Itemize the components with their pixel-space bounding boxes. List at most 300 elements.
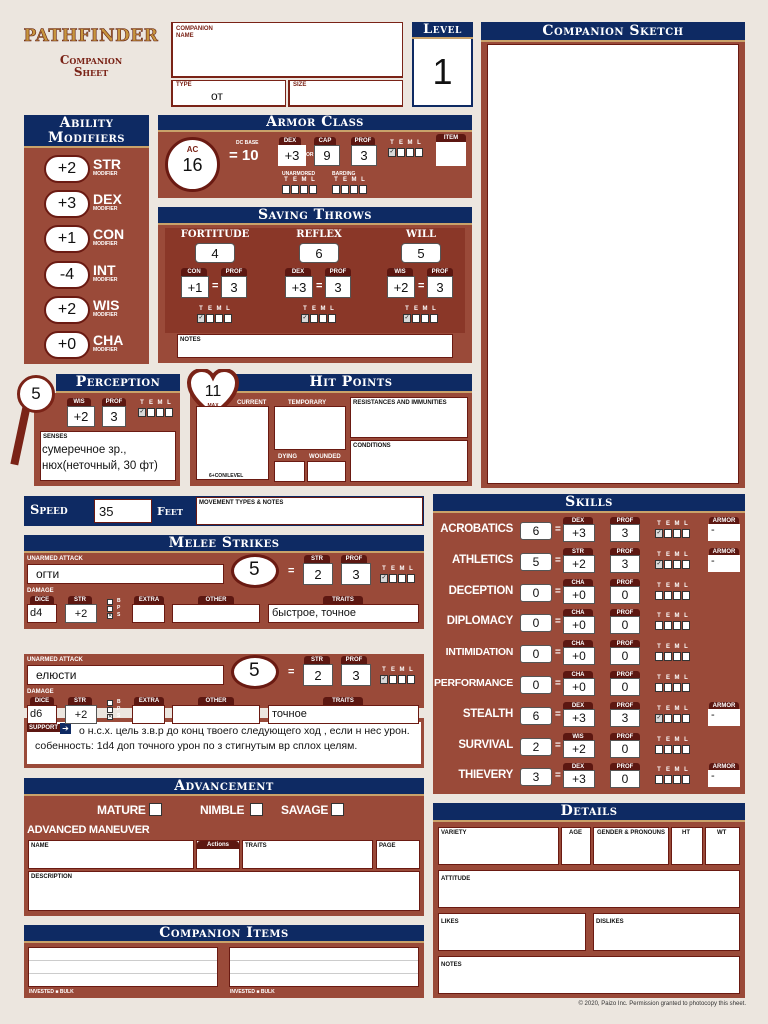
resistances-field[interactable] [350, 397, 468, 438]
logo-subtitle-1: Companion [59, 53, 123, 67]
perc-wis-value[interactable] [67, 406, 95, 427]
ability-mod-value: -4 [59, 265, 75, 283]
save-total-will[interactable] [401, 243, 441, 263]
ability-mod-cha[interactable] [44, 331, 90, 359]
teml-letter-l: L [684, 582, 688, 589]
skill-mod-performance[interactable] [563, 678, 595, 696]
proficiency-checkbox[interactable] [682, 745, 690, 754]
skill-mod-stealth[interactable] [563, 709, 595, 727]
proficiency-checkbox[interactable] [673, 775, 681, 784]
ac-shield [165, 137, 220, 192]
proficiency-checkbox[interactable] [165, 408, 173, 417]
skill-prof-thievery[interactable] [610, 770, 640, 788]
strike-name-field-1[interactable] [27, 665, 224, 685]
logo-brand: PATHFINDER [23, 26, 159, 46]
hp-wounded-field[interactable] [307, 454, 346, 482]
save-teml-will [403, 306, 438, 323]
save-total-fort[interactable] [195, 243, 235, 263]
ac-cap-value[interactable] [314, 145, 340, 166]
proficiency-checkbox[interactable] [664, 529, 672, 538]
likes-field[interactable] [438, 913, 586, 951]
teml-letter-l: L [684, 613, 688, 620]
strike-teml-1-letters [380, 667, 415, 674]
proficiency-checkbox[interactable] [389, 675, 397, 684]
perc-prof-text: 3 [110, 409, 118, 424]
proficiency-checkbox[interactable]: ✓ [656, 714, 662, 721]
dice-tag-0: DICE [30, 596, 54, 604]
skill-mod-survival[interactable] [563, 740, 595, 758]
senses-field[interactable] [40, 431, 176, 481]
saves-notes-field[interactable] [177, 334, 453, 358]
proficiency-checkbox[interactable]: ✓ [381, 676, 387, 682]
skill-teml-thievery-boxes [655, 775, 690, 784]
save-abil-fort[interactable] [181, 276, 209, 298]
dice-field-1[interactable] [27, 705, 57, 724]
extra-field-0[interactable] [132, 604, 165, 623]
proficiency-checkbox[interactable] [673, 621, 681, 630]
size-field[interactable] [288, 80, 403, 107]
ht-label: HT [682, 830, 690, 836]
proficiency-checkbox[interactable]: ✓ [198, 315, 204, 321]
teml-letter-l: L [684, 675, 688, 681]
proficiency-checkbox[interactable] [664, 560, 672, 569]
skill-armor-text: - [711, 554, 715, 567]
savage-checkbox[interactable] [331, 803, 344, 816]
save-teml-reflex-boxes [301, 314, 336, 323]
proficiency-checkbox[interactable] [655, 591, 663, 600]
ability-name-int [93, 263, 117, 283]
dislikes-field[interactable] [593, 913, 740, 951]
skill-abil-tag: DEX [563, 763, 593, 771]
mature-checkbox[interactable] [149, 803, 162, 816]
proficiency-checkbox[interactable] [407, 675, 415, 684]
maneuver-actions-field[interactable] [196, 840, 240, 869]
damage-type-b-checkbox[interactable] [107, 700, 113, 706]
support-line-1: о н.с.х. цель з.в.р до конц твоего следующего ход , если н нес урон. [79, 725, 410, 737]
teml-letter-t: T [657, 551, 661, 558]
proficiency-checkbox[interactable] [215, 314, 223, 323]
ability-mod-wis[interactable] [44, 296, 90, 324]
save-name-will: WILL [406, 229, 436, 240]
support-label [27, 724, 60, 732]
proficiency-checkbox[interactable] [682, 621, 690, 630]
skill-prof-deception[interactable] [610, 586, 640, 604]
proficiency-checkbox[interactable] [206, 314, 214, 323]
unarmed-label-0: UNARMED ATTACK [27, 556, 83, 562]
nimble-checkbox[interactable] [250, 803, 263, 816]
teml-letter-m: M [674, 521, 680, 527]
proficiency-checkbox[interactable] [682, 714, 690, 723]
proficiency-checkbox[interactable]: ✓ [404, 315, 410, 321]
proficiency-checkbox[interactable] [406, 148, 414, 157]
proficiency-checkbox[interactable] [673, 714, 681, 723]
ac-dex-text: +3 [284, 148, 300, 163]
proficiency-checkbox[interactable] [664, 683, 672, 692]
proficiency-checkbox[interactable] [655, 652, 663, 661]
proficiency-checkbox[interactable] [673, 560, 681, 569]
ability-mod-str[interactable] [44, 155, 90, 183]
save-prof-fort[interactable] [221, 276, 247, 298]
maneuver-description-field[interactable] [28, 871, 420, 911]
sketch-area[interactable] [487, 44, 739, 484]
proficiency-checkbox[interactable] [655, 775, 663, 784]
abilities-title-2: Modifiers [48, 130, 125, 146]
proficiency-checkbox[interactable]: ✓ [381, 575, 387, 581]
skill-prof-intimidation[interactable] [610, 647, 640, 665]
wt-label: WT [717, 830, 727, 836]
skill-teml-deception-boxes [655, 591, 690, 600]
proficiency-checkbox[interactable] [655, 745, 663, 754]
teml-letter-t: T [657, 521, 661, 527]
skill-total-text: 2 [532, 739, 540, 754]
dmg-str-text: +2 [74, 607, 88, 620]
hp-current-field[interactable] [196, 400, 269, 480]
likes-label: LIKES [441, 919, 459, 925]
strike-name: огти [36, 567, 60, 581]
abilities-title-1: Ability [59, 115, 114, 131]
proficiency-checkbox[interactable] [673, 745, 681, 754]
save-prof-will[interactable] [427, 276, 453, 298]
proficiency-checkbox[interactable] [655, 683, 663, 692]
maneuver-label: ADVANCED MANEUVER [27, 824, 150, 836]
dislikes-label: DISLIKES [596, 919, 624, 925]
other-field-0[interactable] [172, 604, 260, 623]
save-abil-reflex[interactable] [285, 276, 313, 298]
teml-letter-m: M [674, 675, 680, 681]
teml-letter-t: T [382, 667, 386, 673]
teml-letter-t: T [140, 400, 144, 406]
traits-field-0[interactable] [268, 604, 419, 623]
skill-armor-field[interactable] [708, 524, 740, 541]
skill-armor-field[interactable] [708, 770, 740, 787]
proficiency-checkbox[interactable] [147, 408, 155, 417]
hp-dying-field[interactable] [274, 454, 305, 482]
skill-mod-acrobatics[interactable] [563, 524, 595, 542]
skill-total-acrobatics[interactable] [520, 522, 552, 540]
ac-dex-tag: DEX [279, 137, 301, 145]
logo-subtitle-2: Sheet [73, 65, 109, 79]
proficiency-checkbox[interactable] [398, 574, 406, 583]
proficiency-checkbox[interactable] [310, 314, 318, 323]
gender-field[interactable] [593, 827, 669, 865]
save-abil-tag-will: WIS [387, 268, 413, 276]
maneuver-page-field[interactable] [376, 840, 420, 869]
proficiency-checkbox[interactable] [350, 185, 358, 194]
ac-dex-value[interactable] [278, 145, 306, 166]
proficiency-checkbox[interactable]: ✓ [656, 530, 662, 536]
skill-total-survival[interactable] [520, 738, 552, 756]
unarmored-teml-letters [282, 177, 317, 184]
ability-mod-value: +2 [57, 160, 77, 177]
proficiency-checkbox[interactable] [291, 185, 299, 194]
save-prof-reflex[interactable] [325, 276, 351, 298]
teml-letter-e: E [665, 767, 670, 774]
ability-mod-con[interactable] [44, 225, 90, 253]
companion-name-field[interactable] [171, 22, 403, 78]
variety-field[interactable] [438, 827, 559, 865]
proficiency-checkbox[interactable] [664, 652, 672, 661]
damage-label-1: DAMAGE [27, 689, 54, 695]
skill-name-deception: DECEPTION [448, 584, 513, 597]
strike-prof-tag-1: PROF [341, 656, 367, 664]
save-prof-tag-will: PROF [427, 268, 453, 276]
skill-total-athletics[interactable] [520, 553, 552, 571]
notes-field[interactable] [438, 956, 740, 994]
skill-armor-tag: ARMOR [709, 702, 739, 710]
skill-prof-performance[interactable] [610, 678, 640, 696]
damage-type-b-checkbox[interactable] [107, 599, 113, 605]
proficiency-checkbox[interactable] [300, 185, 308, 194]
proficiency-checkbox[interactable] [412, 314, 420, 323]
proficiency-checkbox[interactable]: ✓ [302, 315, 308, 321]
proficiency-checkbox[interactable] [407, 574, 415, 583]
proficiency-checkbox[interactable] [341, 185, 349, 194]
ac-prof-value[interactable] [351, 145, 377, 166]
strike-prof-text: 3 [352, 667, 360, 683]
movement-field[interactable] [196, 497, 423, 525]
dmg-str-field-1[interactable] [65, 705, 97, 724]
ac-label: AC [186, 145, 199, 154]
attitude-field[interactable] [438, 870, 740, 908]
maneuver-name-field[interactable] [28, 840, 194, 869]
skill-eq: = [555, 647, 561, 659]
proficiency-checkbox[interactable] [319, 314, 327, 323]
conditions-field[interactable] [350, 440, 468, 482]
ability-modifier-word: MODIFIER [93, 241, 118, 248]
other-field-1[interactable] [172, 705, 260, 724]
other-tag-1: OTHER [198, 697, 234, 705]
level-field[interactable] [412, 39, 473, 107]
details-header: Details [433, 803, 745, 822]
strike-str-0[interactable] [303, 563, 333, 585]
support-field[interactable] [27, 722, 421, 764]
skill-mod-intimidation[interactable] [563, 647, 595, 665]
dc-base-label: DC BASE [236, 140, 259, 146]
teml-letter-e: E [665, 582, 670, 589]
skill-total-thievery[interactable] [520, 768, 552, 786]
skill-armor-field[interactable] [708, 709, 740, 726]
ability-abbr: INT [93, 261, 116, 278]
dmg-str-field-0[interactable] [65, 604, 97, 623]
items-header: Companion Items [24, 925, 424, 943]
maneuver-description-label: DESCRIPTION [31, 874, 73, 880]
skill-mod-thievery[interactable] [563, 770, 595, 788]
save-total-reflex[interactable] [299, 243, 339, 263]
skill-armor-tag: ARMOR [709, 517, 739, 525]
attitude-label: ATTITUDE [441, 876, 471, 882]
perception-lens [17, 375, 55, 413]
skill-teml-deception-letters [655, 583, 690, 590]
teml-letter-e: E [665, 613, 670, 620]
save-eq-fort: = [212, 280, 219, 292]
perc-prof-value[interactable] [102, 406, 126, 427]
strike-prof-0[interactable] [341, 563, 371, 585]
skill-name-intimidation: INTIMIDATION [445, 646, 513, 659]
skill-prof-athletics[interactable] [610, 555, 640, 573]
proficiency-checkbox[interactable] [682, 591, 690, 600]
teml-letter-e: E [398, 140, 403, 146]
skill-teml-stealth-letters [655, 706, 690, 713]
teml-letter-m: M [422, 306, 428, 312]
proficiency-checkbox[interactable] [673, 652, 681, 661]
hp-temp-field[interactable] [274, 400, 346, 450]
extra-field-1[interactable] [132, 705, 165, 724]
strike-str-1[interactable] [303, 664, 333, 686]
proficiency-checkbox[interactable] [673, 683, 681, 692]
proficiency-checkbox[interactable] [415, 148, 423, 157]
proficiency-checkbox[interactable] [309, 185, 317, 194]
barding-teml [332, 177, 367, 194]
skill-teml-performance [655, 675, 690, 692]
proficiency-checkbox[interactable] [655, 621, 663, 630]
proficiency-checkbox[interactable] [398, 675, 406, 684]
ac-cap-tag: CAP [314, 137, 336, 145]
strike-eq-1: = [288, 666, 295, 678]
skill-prof-survival[interactable] [610, 740, 640, 758]
ability-name-wis [93, 298, 119, 318]
ac-base: = 10 [229, 147, 259, 164]
proficiency-checkbox[interactable] [664, 745, 672, 754]
skill-total-diplomacy[interactable] [520, 614, 552, 632]
strike-name: елюсти [36, 668, 77, 682]
teml-letter-m: M [674, 644, 680, 651]
proficiency-checkbox[interactable] [224, 314, 232, 323]
dmg-str-tag-1: STR [68, 697, 92, 705]
traits-tag-0: TRAITS [323, 596, 363, 604]
traits-text: точное [272, 708, 307, 720]
speed-value-field[interactable] [94, 499, 152, 523]
support-action-icon: ➔ [60, 723, 71, 734]
items-invested-left: INVESTED ■ BULK [29, 989, 74, 995]
proficiency-checkbox[interactable] [332, 185, 340, 194]
ability-mod-dex[interactable] [44, 190, 90, 218]
perc-wis-tag: WIS [67, 398, 91, 406]
items-bulk-left-text: BULK [59, 989, 74, 995]
skill-prof-text: 3 [621, 710, 629, 725]
ability-abbr: CHA [93, 332, 124, 348]
ht-field[interactable] [671, 827, 703, 865]
skill-teml-intimidation-boxes [655, 652, 690, 661]
teml-letter-t: T [657, 644, 661, 651]
perception-total: 5 [31, 384, 41, 403]
skill-teml-acrobatics-letters [655, 521, 690, 528]
skill-armor-text: - [711, 524, 715, 536]
strike-name-field-0[interactable] [27, 564, 224, 584]
teml-letter-m: M [301, 177, 307, 183]
damage-type-p-checkbox[interactable] [107, 707, 113, 713]
skill-total-stealth[interactable] [520, 707, 552, 725]
items-list-left[interactable] [28, 947, 218, 987]
proficiency-checkbox[interactable] [397, 148, 405, 157]
proficiency-checkbox[interactable] [673, 529, 681, 538]
proficiency-checkbox[interactable] [664, 591, 672, 600]
proficiency-checkbox[interactable] [673, 591, 681, 600]
skill-abil-tag: DEX [563, 702, 593, 710]
proficiency-checkbox[interactable] [430, 314, 438, 323]
proficiency-checkbox[interactable] [664, 714, 672, 723]
skill-prof-acrobatics[interactable] [610, 524, 640, 542]
skill-total-performance[interactable] [520, 676, 552, 694]
skill-eq: = [555, 616, 561, 628]
skill-prof-diplomacy[interactable] [610, 616, 640, 634]
proficiency-checkbox[interactable] [682, 560, 690, 569]
wt-field[interactable] [705, 827, 740, 865]
teml-letter-m: M [320, 306, 326, 312]
skill-mod-text: +3 [572, 710, 586, 725]
perc-wis-text: +2 [73, 409, 89, 424]
skill-teml-diplomacy [655, 613, 690, 630]
traits-field-1[interactable] [268, 705, 419, 724]
proficiency-checkbox[interactable] [682, 683, 690, 692]
save-teml-reflex-letters [301, 306, 336, 313]
traits-tag-1: TRAITS [323, 697, 363, 705]
skill-armor-field[interactable] [708, 555, 740, 572]
proficiency-checkbox[interactable]: ✓ [389, 149, 395, 155]
skill-mod-athletics[interactable] [563, 555, 595, 573]
skill-total-text: 5 [532, 554, 540, 569]
damage-type-p-checkbox[interactable] [107, 606, 113, 612]
skill-prof-stealth[interactable] [610, 709, 640, 727]
save-abil-will[interactable] [387, 276, 415, 298]
hp-current-label: CURRENT [237, 400, 267, 406]
proficiency-checkbox[interactable]: ✓ [139, 409, 145, 415]
skill-total-intimidation[interactable] [520, 645, 552, 663]
proficiency-checkbox[interactable] [421, 314, 429, 323]
teml-letter-l: L [684, 736, 688, 743]
dice-field-0[interactable] [27, 604, 57, 623]
variety-label: VARIETY [441, 830, 467, 836]
skill-prof-tag: PROF [610, 640, 640, 648]
teml-letter-m: M [399, 667, 405, 673]
save-name-fort: FORTITUDE [180, 229, 250, 240]
skill-prof-tag: PROF [610, 548, 640, 556]
extra-tag-0: EXTRA [134, 596, 164, 604]
ability-mod-value: +2 [57, 300, 77, 318]
damage-type-s-checkbox[interactable]: ✕ [108, 613, 113, 619]
items-bulk-right-text: BULK [260, 989, 275, 995]
save-abil-tag-fort: CON [181, 268, 207, 276]
strike-prof-1[interactable] [341, 664, 371, 686]
items-invested-right-text: INVESTED [230, 989, 256, 995]
skill-abil-tag: CHA [563, 579, 593, 587]
skill-total-deception[interactable] [520, 584, 552, 602]
skill-mod-diplomacy[interactable] [563, 616, 595, 634]
proficiency-checkbox[interactable] [328, 314, 336, 323]
ability-mod-int[interactable] [44, 261, 90, 289]
proficiency-checkbox[interactable] [682, 775, 690, 784]
proficiency-checkbox[interactable] [156, 408, 164, 417]
damage-type-s-checkbox[interactable]: ✕ [108, 714, 113, 720]
save-total-text: 4 [211, 245, 219, 261]
skill-abil-tag: CHA [563, 609, 593, 617]
proficiency-checkbox[interactable] [282, 185, 290, 194]
proficiency-checkbox[interactable] [389, 574, 397, 583]
skill-mod-deception[interactable] [563, 586, 595, 604]
proficiency-checkbox[interactable] [664, 775, 672, 784]
items-list-right[interactable] [229, 947, 419, 987]
proficiency-checkbox[interactable]: ✓ [656, 560, 662, 567]
age-field[interactable] [561, 827, 591, 865]
proficiency-checkbox[interactable] [682, 652, 690, 661]
speed-value: 35 [99, 504, 114, 519]
proficiency-checkbox[interactable] [359, 185, 367, 194]
skill-prof-text: 0 [621, 741, 629, 756]
maneuver-traits-field[interactable] [242, 840, 373, 869]
ac-item-field[interactable] [436, 142, 466, 166]
type-field[interactable] [171, 80, 286, 107]
proficiency-checkbox[interactable] [682, 529, 690, 538]
proficiency-checkbox[interactable] [664, 621, 672, 630]
